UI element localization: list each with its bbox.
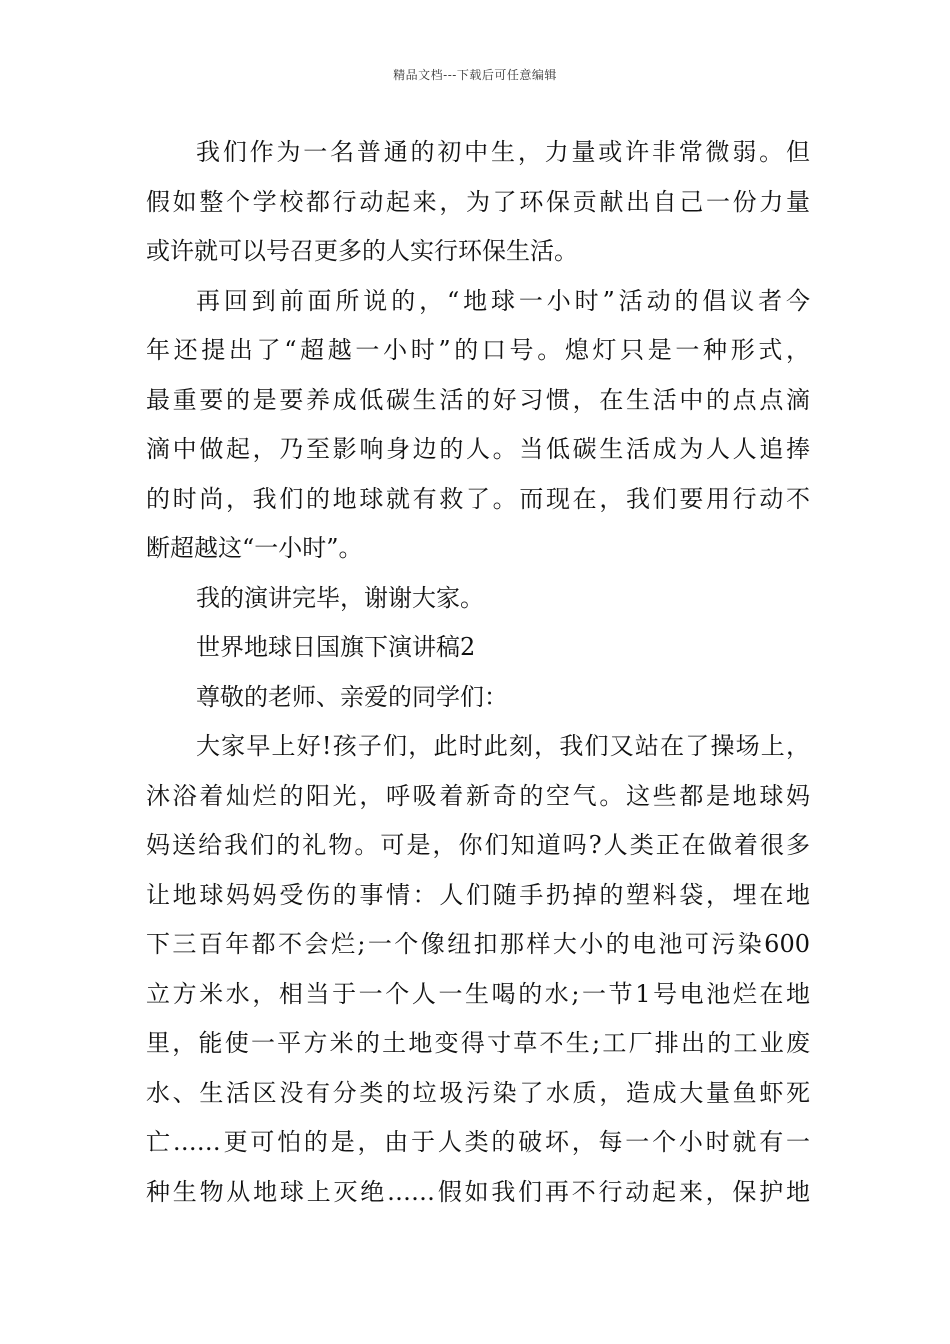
text-line: 世界地球日国旗下演讲稿2	[196, 633, 476, 661]
text-line: 假如整个学校都行动起来，为了环保贡献出自己一份力量	[146, 187, 810, 216]
text-line: 种生物从地球上灭绝……假如我们再不行动起来，保护地	[146, 1177, 810, 1206]
text-line: 断超越这“一小时”。	[146, 534, 363, 562]
text-line: 亡……更可怕的是，由于人类的破坏，每一个小时就有一	[146, 1128, 810, 1156]
text-line: 再回到前面所说的，“地球一小时”活动的倡议者今	[196, 286, 810, 315]
text-line: 最重要的是要养成低碳生活的好习惯，在生活中的点点滴	[146, 385, 810, 414]
text-line: 我们作为一名普通的初中生，力量或许非常微弱。但	[196, 138, 810, 166]
text-line: 的时尚，我们的地球就有救了。而现在，我们要用行动不	[146, 484, 810, 513]
text-line: 大家早上好!孩子们，此时此刻，我们又站在了操场上，	[196, 732, 810, 760]
text-line: 下三百年都不会烂;一个像纽扣那样大小的电池可污染600	[146, 930, 810, 958]
text-line: 滴中做起，乃至影响身边的人。当低碳生活成为人人追捧	[146, 435, 810, 463]
text-line: 或许就可以号召更多的人实行环保生活。	[146, 237, 578, 265]
text-line: 里，能使一平方米的土地变得寸草不生;工厂排出的工业废	[146, 1029, 810, 1057]
text-line: 我的演讲完毕，谢谢大家。	[196, 583, 484, 612]
text-line: 水、生活区没有分类的垃圾污染了水质，造成大量鱼虾死	[146, 1078, 810, 1107]
text-line: 立方米水，相当于一个人一生喝的水;一节1号电池烂在地	[146, 979, 810, 1008]
text-line: 妈送给我们的礼物。可是，你们知道吗?人类正在做着很多	[146, 831, 810, 859]
page-header: 精品文档---下载后可任意编辑	[393, 68, 557, 82]
text-line: 年还提出了“超越一小时”的口号。熄灯只是一种形式，	[146, 336, 810, 364]
text-line: 沐浴着灿烂的阳光，呼吸着新奇的空气。这些都是地球妈	[146, 781, 810, 810]
text-line: 让地球妈妈受伤的事情：人们随手扔掉的塑料袋，埋在地	[146, 880, 810, 909]
text-line: 尊敬的老师、亲爱的同学们：	[196, 682, 508, 711]
document-body	[146, 128, 810, 1217]
